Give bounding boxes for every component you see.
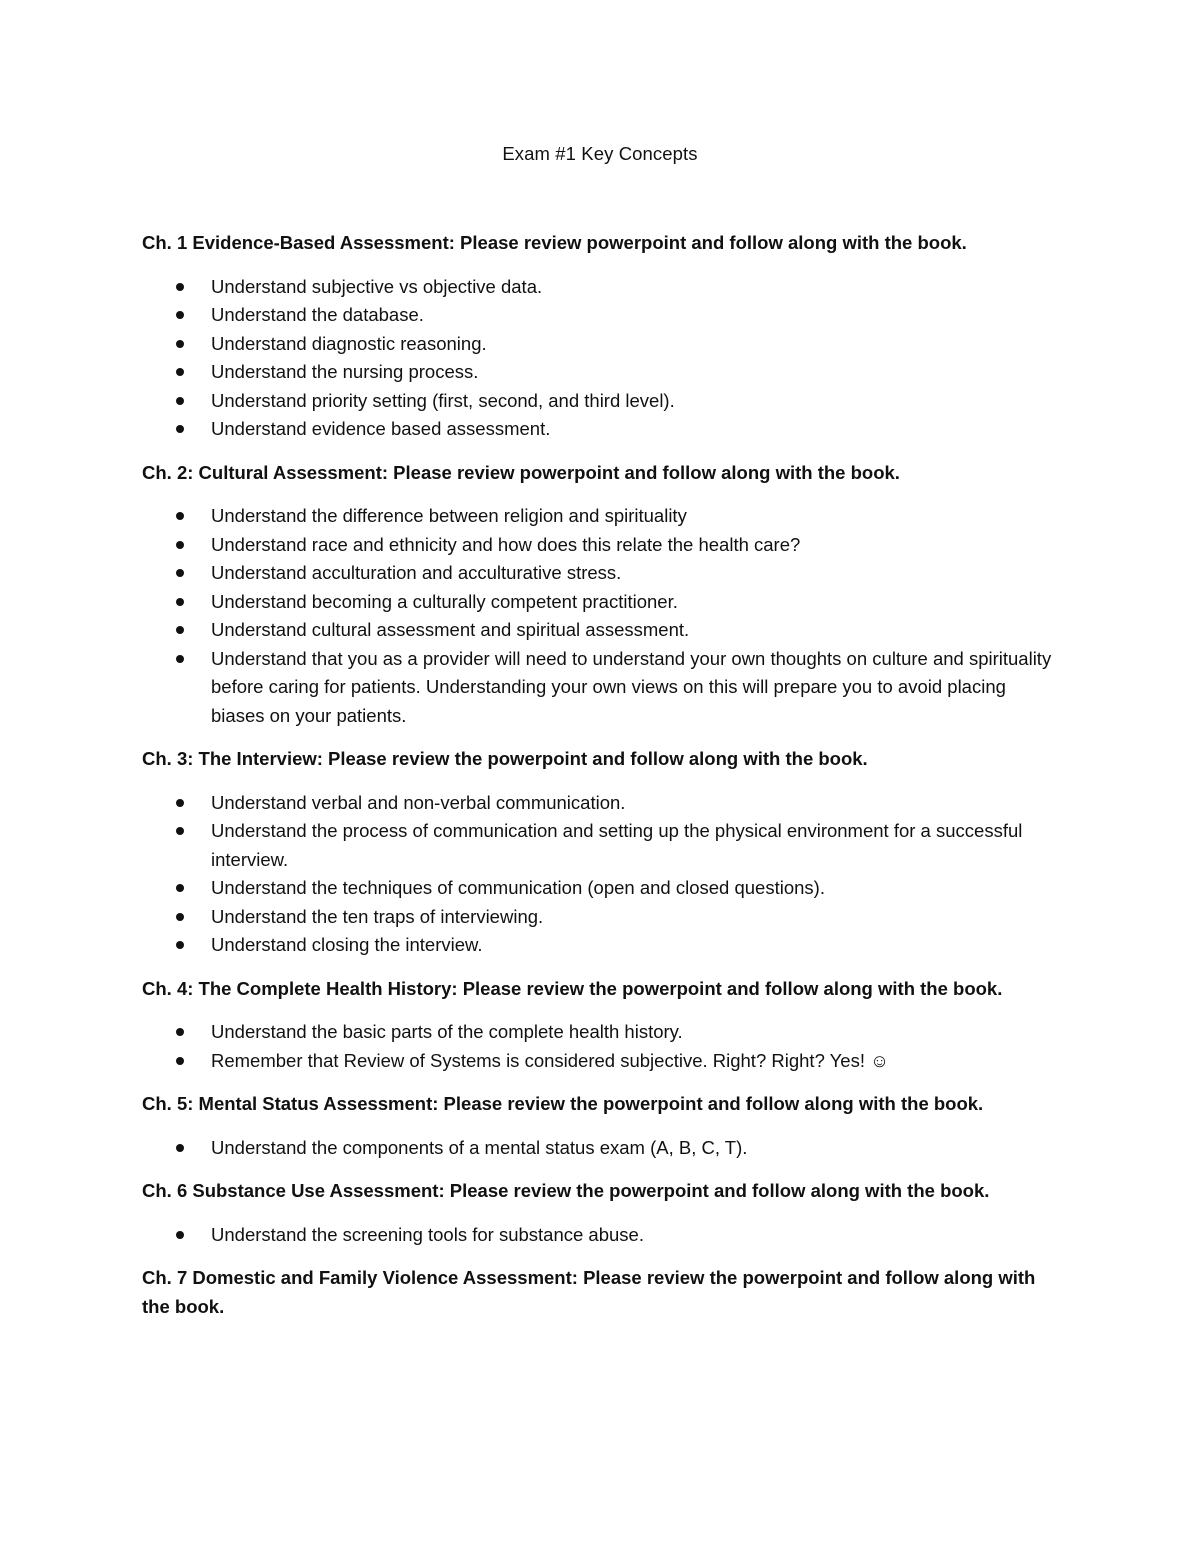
bullet-icon [176,425,184,433]
bullet-icon [176,1231,184,1239]
list-item-text: Understand verbal and non-verbal communication. [211,791,626,813]
bullet-icon [176,827,184,835]
bullet-list [142,502,1052,730]
list-item-text: Understand acculturation and acculturative stress. [211,562,622,583]
bullet-icon [176,913,184,921]
list-item [142,616,1052,645]
bullet-icon [176,799,184,807]
document-title: Exam #1 Key Concepts [502,143,698,164]
list-item-text: Understand the process of communication and setting up the physical environment for a successful interview. [211,820,1023,870]
list-item-text: Understand the components of a mental status exam (A, B, C, T). [211,1136,748,1158]
list-item-text: Understand becoming a culturally competent practitioner. [211,590,678,612]
list-item-text: Understand the database. [211,304,424,325]
bullet-icon [176,626,184,634]
bullet-list [142,273,1052,444]
list-item [142,1047,1052,1076]
list-item-text: Remember that Review of Systems is considered subjective. Right? Right? Yes! ☺ [211,1049,890,1071]
bullet-icon [176,340,184,348]
bullet-icon [176,397,184,405]
list-item [142,1018,1052,1047]
section-heading: Ch. 6 Substance Use Assessment: Please review the powerpoint and follow along with the book. [142,1180,990,1201]
bullet-icon [176,1144,184,1152]
bullet-icon [176,512,184,520]
list-item-text: Understand the nursing process. [211,361,479,382]
list-item [142,588,1052,617]
list-item-text: Understand priority setting (first, second, and third level). [211,389,675,411]
list-item [142,1134,1052,1163]
list-item-text: Understand the ten traps of interviewing. [211,905,544,927]
bullet-icon [176,569,184,577]
bullet-list [142,1134,1052,1163]
list-item [142,415,1052,444]
bullet-list [142,1221,1052,1250]
bullet-icon [176,368,184,376]
bullet-icon [176,598,184,606]
list-item [142,789,1052,818]
list-item [142,559,1052,588]
section-heading: Ch. 4: The Complete Health History: Please review the powerpoint and follow along with the book. [142,977,1003,999]
section-heading: Ch. 3: The Interview: Please review the powerpoint and follow along with the book. [142,748,868,769]
list-item-text: Understand the difference between religion and spirituality [211,505,687,526]
list-item-text: Understand the screening tools for substance abuse. [211,1223,644,1245]
section-heading: Ch. 2: Cultural Assessment: Please review powerpoint and follow along with the book. [142,461,900,483]
bullet-list [142,1018,1052,1075]
list-item [142,817,1052,874]
bullet-icon [176,655,184,663]
list-item-text: Understand closing the interview. [211,934,483,955]
list-item [142,502,1052,531]
section-heading: Ch. 7 Domestic and Family Violence Assessment: Please review the powerpoint and follow along with the book. [142,1267,1036,1317]
bullet-icon [176,1057,184,1065]
bullet-icon [176,1028,184,1036]
list-item-text: Understand race and ethnicity and how does this relate the health care? [211,533,801,555]
section-heading: Ch. 5: Mental Status Assessment: Please review the powerpoint and follow along with the book. [142,1093,984,1114]
list-item [142,931,1052,960]
list-item [142,330,1052,359]
bullet-icon [176,283,184,291]
list-item [142,273,1052,302]
list-item [142,1221,1052,1250]
list-item [142,531,1052,560]
bullet-icon [176,941,184,949]
list-item-text: Understand the techniques of communication (open and closed questions). [211,877,825,898]
list-item-text: Understand diagnostic reasoning. [211,332,487,354]
document-body [142,229,1052,1336]
list-item [142,358,1052,387]
bullet-icon [176,311,184,319]
list-item-text: Understand subjective vs objective data. [211,275,543,297]
section-heading: Ch. 1 Evidence-Based Assessment: Please review powerpoint and follow along with the book. [142,232,967,253]
bullet-icon [176,884,184,892]
list-item-text: Understand the basic parts of the complete health history. [211,1021,683,1042]
list-item [142,903,1052,932]
list-item-text: Understand cultural assessment and spiritual assessment. [211,619,690,640]
list-item [142,387,1052,416]
list-item [142,301,1052,330]
bullet-list [142,789,1052,960]
list-item-text: Understand evidence based assessment. [211,418,551,439]
bullet-icon [176,541,184,549]
list-item [142,874,1052,903]
list-item-text: Understand that you as a provider will need to understand your own thoughts on culture and spirituality before caring for patients. Understanding your own views on this will prepare you to avoid placing biases on your patients. [211,647,1052,726]
list-item [142,645,1052,731]
